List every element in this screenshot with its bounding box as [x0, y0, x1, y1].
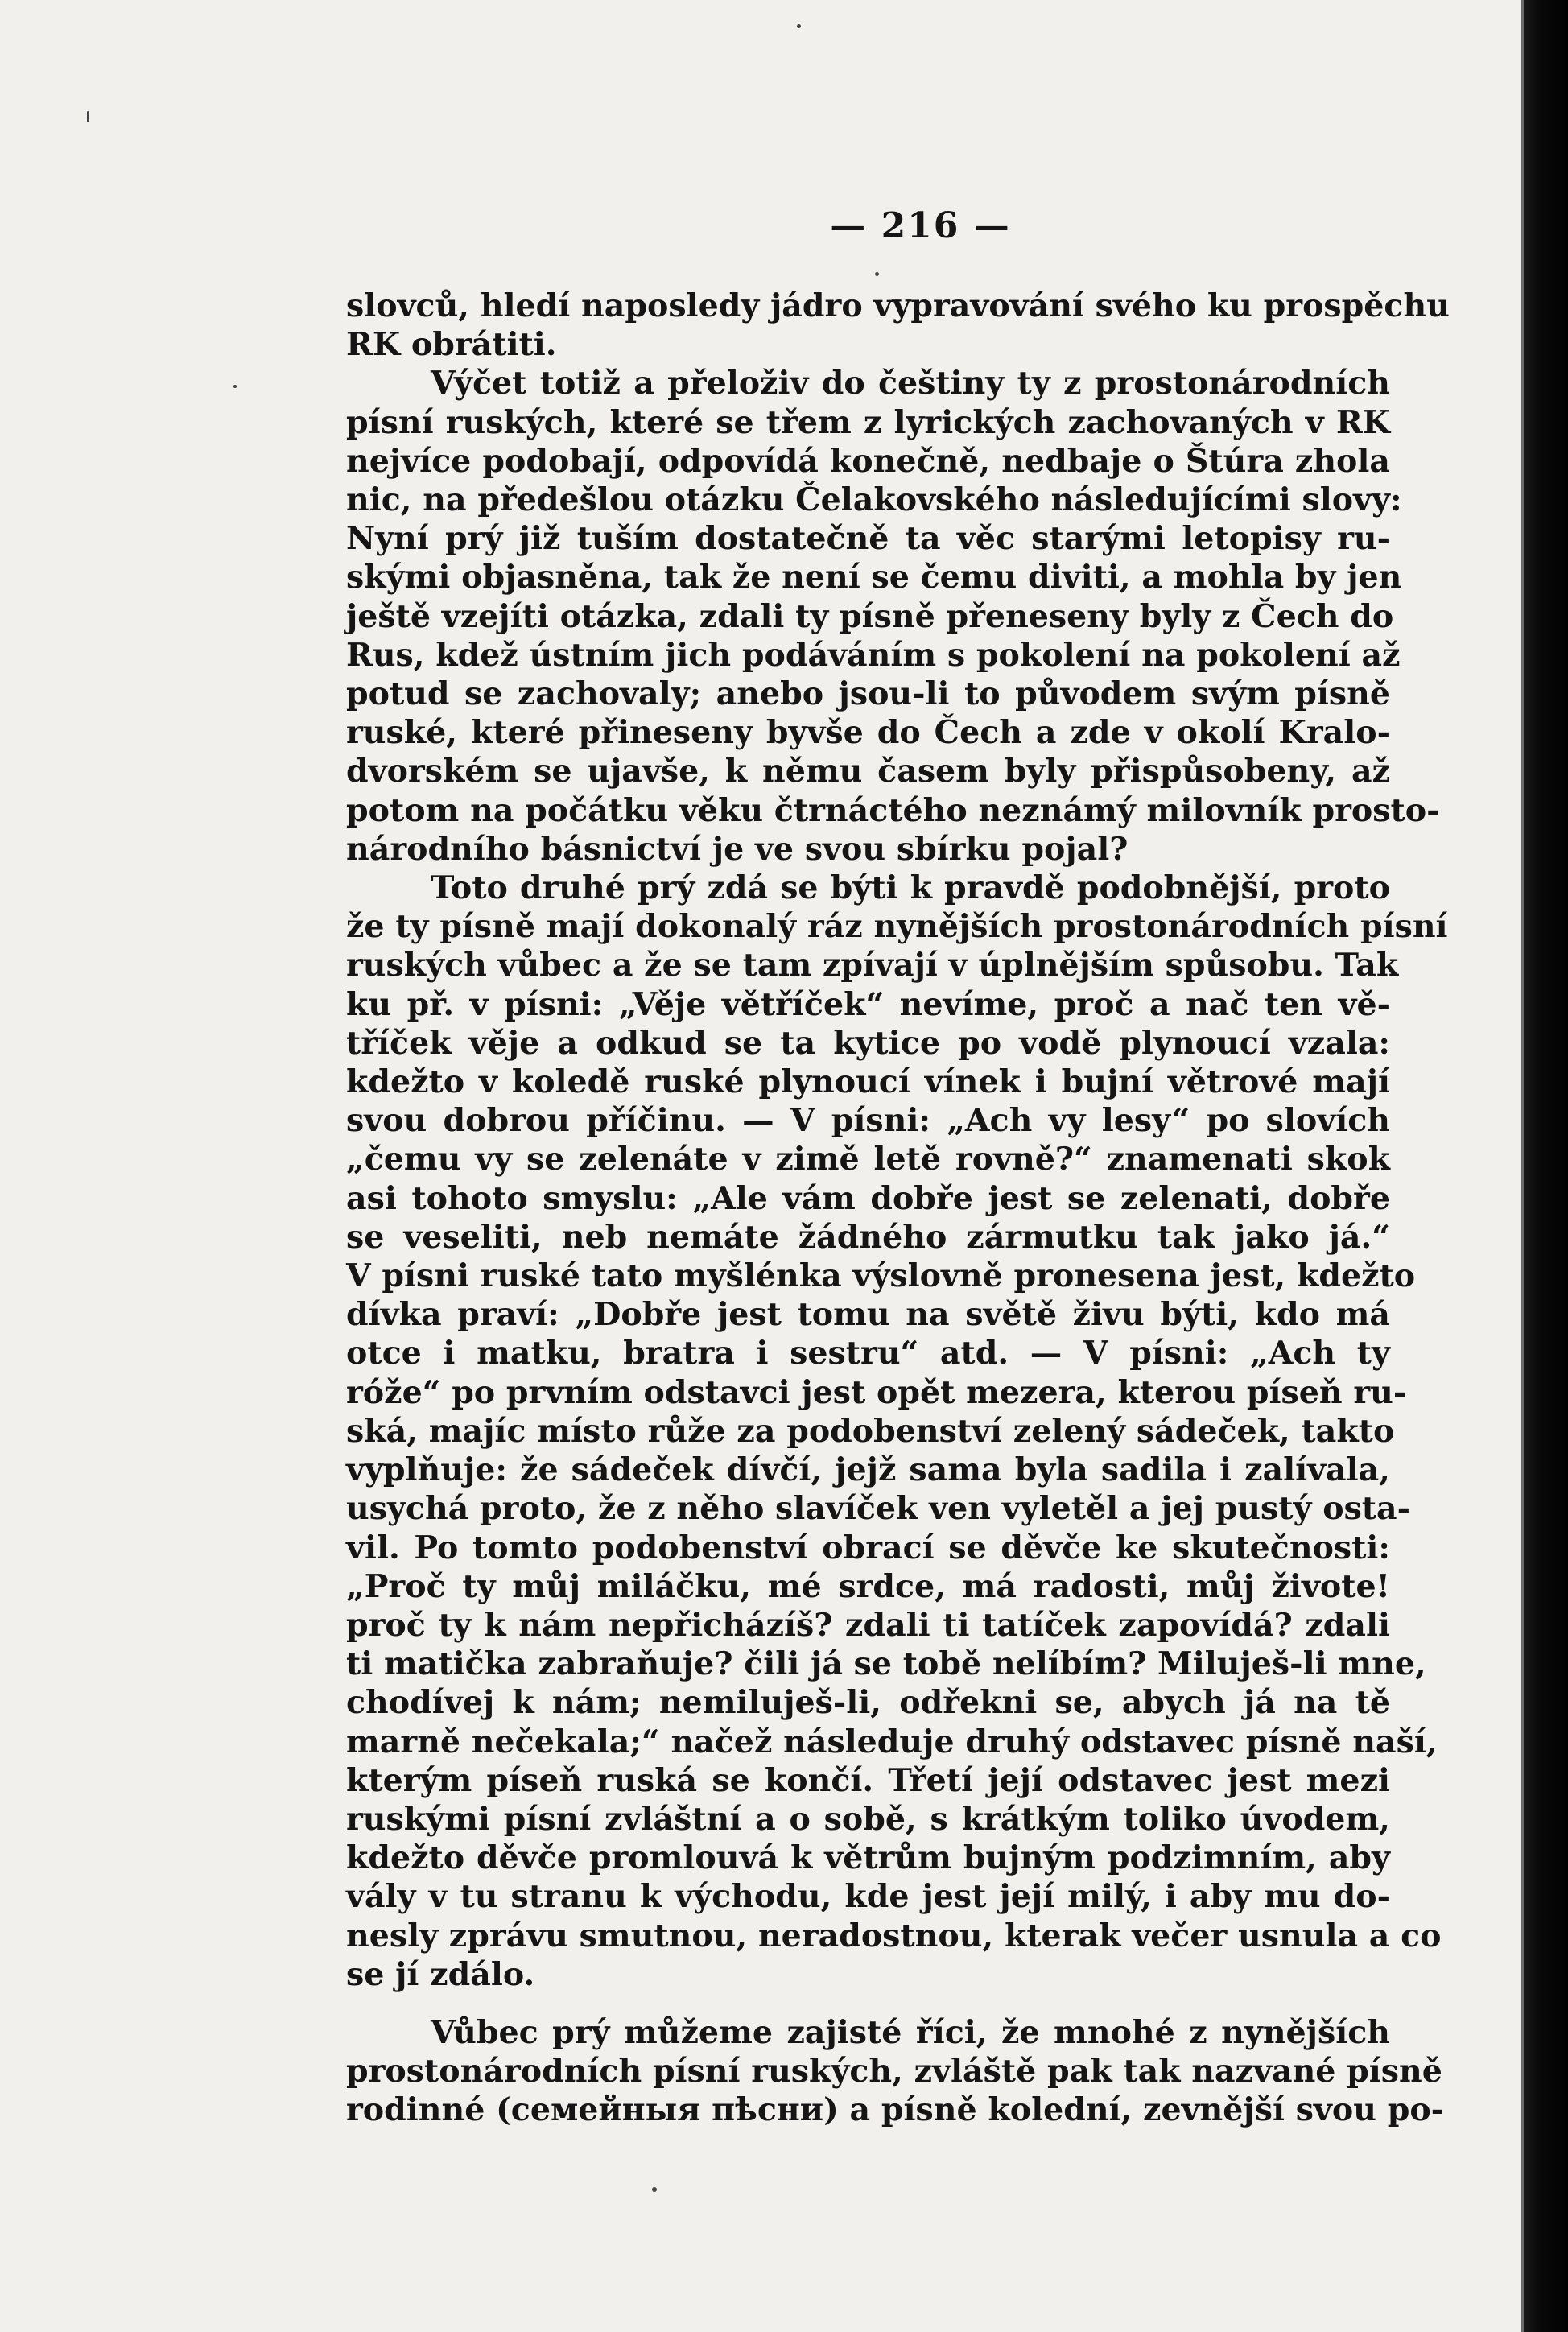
text-line: ská, majíc místo růže za podobenství zelený sádeček, takto [346, 1412, 1395, 1450]
text-line: ku př. v písni: „Věje větříček“ nevíme, proč a nač ten vě- [346, 985, 1390, 1023]
text-line: národního básnictví je ve svou sbírku pojal? [346, 830, 1129, 868]
text-line: róže“ po prvním odstavci jest opět mezera, kterou píseň ru- [346, 1373, 1407, 1411]
text-line: písní ruských, které se třem z lyrických zachovaných v RK [346, 403, 1390, 441]
paragraph-spacer [346, 1994, 1390, 2013]
paper-speck [233, 385, 237, 388]
text-line: asi tohoto smyslu: „Ale vám dobře jest se zelenati, dobře [346, 1179, 1390, 1217]
paper-speck [797, 24, 801, 28]
text-line: Vůbec prý můžeme zajisté říci, že mnohé z nynějších [431, 2013, 1390, 2051]
text-line: se veseliti, neb nemáte žádného zármutku tak jako já.“ [346, 1218, 1390, 1256]
text-line: vály v tu stranu k východu, kde jest její milý, i aby mu do- [346, 1878, 1390, 1916]
text-line: prostonárodních písní ruských, zvláště pak tak nazvané písně [346, 2053, 1442, 2091]
text-line: svou dobrou příčinu. — V písni: „Ach vy lesy“ po slovích [346, 1102, 1390, 1140]
body-text [346, 287, 1450, 2130]
text-line: vil. Po tomto podobenství obrací se děvče ke skutečnosti: [346, 1529, 1390, 1566]
text-line: kdežto v koledě ruské plynoucí vínek i bujní větrové mají [346, 1063, 1390, 1101]
text-line: nesly zprávu smutnou, neradostnou, kterak večer usnula a co [346, 1917, 1442, 1954]
text-line: skými objasněna, tak že není se čemu diviti, a mohla by jen [346, 559, 1402, 596]
text-line: potom na počátku věku čtrnáctého neznámý milovník prosto- [346, 791, 1440, 829]
text-line: proč ty k nám nepřicházíš? zdali ti tatíček zapovídá? zdali [346, 1606, 1390, 1644]
text-line: se jí zdálo. [346, 1955, 535, 1993]
text-line: Toto druhé prý zdá se býti k pravdě podobnější, proto [431, 869, 1390, 907]
paper-speck [87, 111, 89, 122]
text-line: RK obrátiti. [346, 326, 557, 364]
text-line: chodívej k nám; nemiluješ-li, odřekni se, abych já na tě [346, 1684, 1390, 1722]
text-line: Výčet totiž a přeloživ do češtiny ty z prostonárodních [431, 365, 1390, 402]
paragraph-2 [346, 364, 1440, 869]
text-line: že ty písně mají dokonalý ráz nynějších prostonárodních písní [346, 908, 1448, 946]
paragraph-1 [346, 287, 1450, 364]
text-line: kterým píseň ruská se končí. Třetí její odstavec jest mezi [346, 1761, 1390, 1799]
text-line: ještě vzejíti otázka, zdali ty písně přeneseny byly z Čech do [346, 597, 1394, 635]
text-line: dívka praví: „Dobře jest tomu na světě živu býti, kdo má [346, 1296, 1390, 1334]
text-line: slovců, hledí naposledy jádro vypravování svého ku prospěchu [346, 287, 1450, 324]
text-line: kdežto děvče promlouvá k větrům bujným podzimním, aby [346, 1839, 1390, 1877]
book-page [346, 205, 1450, 2130]
text-line: potud se zachovaly; anebo jsou-li to původem svým písně [346, 675, 1390, 713]
text-line: rodinné (семейныя пѣсни) a písně kolední, zevnější svou po- [346, 2091, 1445, 2129]
text-line: ruských vůbec a že se tam zpívají v úplnějším spůsobu. Tak [346, 947, 1399, 984]
text-line: nic, na předešlou otázku Čelakovského následujícími slovy: [346, 481, 1402, 519]
text-line: „Proč ty můj miláčku, mé srdce, má radosti, můj živote! [346, 1567, 1390, 1605]
text-line: dvorském se ujavše, k němu časem byly přispůsobeny, až [346, 753, 1390, 790]
scan-border-dark [1524, 0, 1568, 2332]
text-line: Rus, kdež ústním jich podáváním s pokolení na pokolení až [346, 636, 1401, 674]
text-line: usychá proto, že z něho slavíček ven vyletěl a jej pustý osta- [346, 1490, 1411, 1528]
text-line: nejvíce podobají, odpovídá konečně, nedbaje o Štúra zhola [346, 442, 1390, 480]
text-line: vyplňuje: že sádeček dívčí, jejž sama byla sadila i zalívala, [346, 1451, 1390, 1489]
page-number: — 216 — [830, 205, 1011, 246]
text-line: ruské, které přineseny byvše do Čech a zde v okolí Kralo- [346, 714, 1390, 752]
paragraph-4 [346, 2013, 1445, 2130]
text-line: ruskými písní zvláštní a o sobě, s krátkým toliko úvodem, [346, 1800, 1390, 1838]
text-line: tříček věje a odkud se ta kytice po vodě plynoucí vzala: [346, 1024, 1390, 1062]
paragraph-3 [346, 869, 1448, 1994]
text-line: otce i matku, bratra i sestru“ atd. — V písni: „Ach ty [346, 1335, 1390, 1372]
text-line: „čemu vy se zelenáte v zimě letě rovně?“ znamenati skok [346, 1141, 1390, 1178]
text-line: marně nečekala;“ načež následuje druhý odstavec písně naší, [346, 1723, 1438, 1760]
paper-speck [652, 2187, 657, 2192]
text-line: V písni ruské tato myšlénka výslovně pronesena jest, kdežto [346, 1257, 1416, 1295]
text-line: ti matička zabraňuje? čili já se tobě nelíbím? Miluješ-li mne, [346, 1645, 1426, 1683]
text-line: Nyní prý již tuším dostatečně ta věc starými letopisy ru- [346, 520, 1390, 558]
